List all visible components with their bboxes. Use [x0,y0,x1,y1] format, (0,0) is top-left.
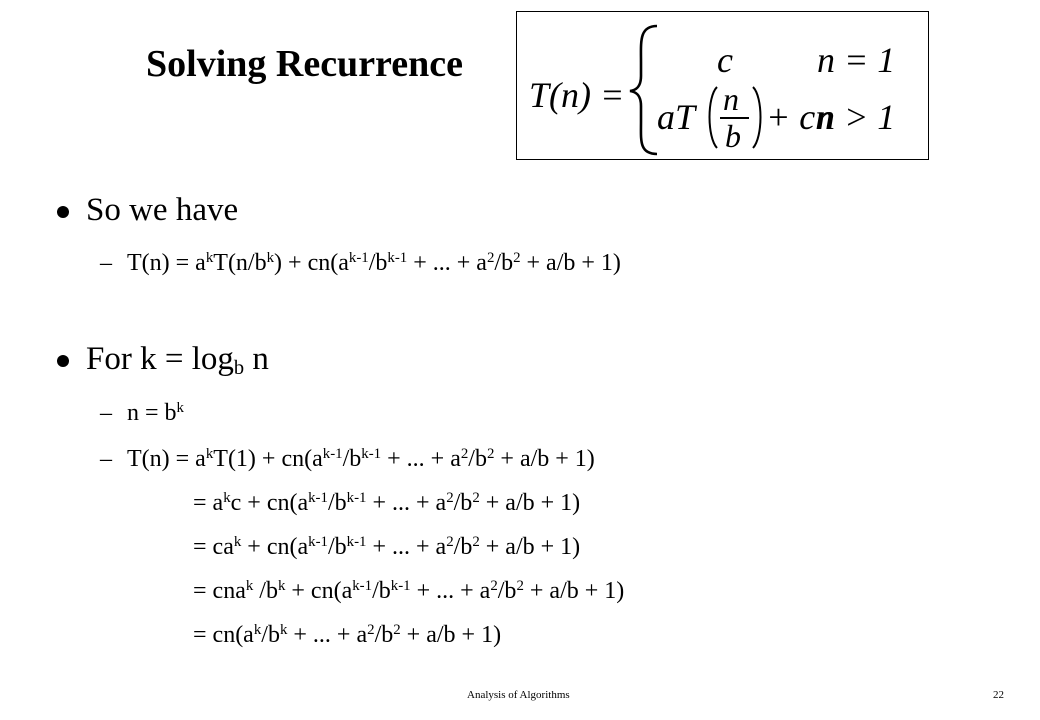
equation-cont-2: = $ca^k + cn(a^{k-1}/b^{k-1}$ + ... + $a^2/b^2 + a/b + 1$) [193,533,581,560]
formula-case2-cond: n > 1 [817,97,896,137]
formula-case2-prefix: aT [657,97,696,137]
recurrence-formula [517,12,930,161]
equation-t: $T(n) = a^kT(1) + cn(a^{k-1}/b^{k-1}$ + ... + $a^2/b^2 + a/b + 1$) [127,445,595,472]
formula-frac-den: b [725,118,741,154]
formula-left-paren [710,87,718,148]
footer-course: Analysis of Algorithms [467,689,570,701]
bullet-for-k: For $k = \log_b n$ [86,341,269,380]
dash-marker: – [100,250,112,276]
bullet-so-we-have: So we have [86,192,239,228]
bullet-dot [57,206,69,218]
equation-cont-1: = $a^kc + cn(a^{k-1}/b^{k-1}$ + ... + $a^2/b^2 + a/b + 1$) [193,489,581,516]
slide-title: Solving Recurrence [146,43,463,85]
formula-right-paren [753,87,761,148]
equation-cont-4: = $cn(a^k/b^k$ + ... + $a^2/b^2 + a/b + 1$) [193,621,502,648]
formula-case1-cond: n = 1 [817,40,896,80]
recurrence-formula-box [516,11,929,160]
dash-marker: – [100,446,112,472]
equation-have: $T(n) = a^kT(n/b^k) + cn(a^{k-1}/b^{k-1}$ + ... + $a^2/b^2 + a/b + 1$) [127,249,621,276]
bullet-dot [57,355,69,367]
equation-cont-3: = cna$^k$ $/b^k + cn(a^{k-1}/b^{k-1}$ + ... + $a^2/b^2 + a/b + 1$) [193,577,625,604]
formula-frac-num: n [723,81,739,117]
footer-page-number: 22 [993,689,1004,701]
formula-left-brace [630,26,657,154]
formula-case2-suffix: + cn [766,97,834,137]
dash-marker: – [100,400,112,426]
formula-case1-expr: c [717,40,733,80]
formula-lhs: T(n) = [529,75,625,115]
equation-n: $n = b^k$ [127,399,184,426]
